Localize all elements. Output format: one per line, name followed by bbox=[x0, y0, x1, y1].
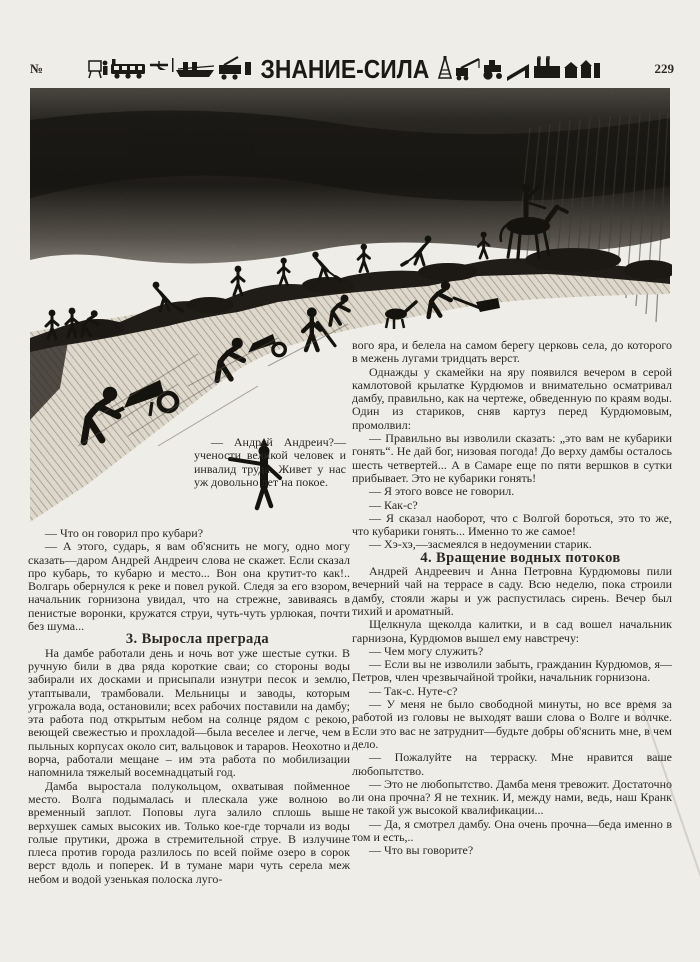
paragraph: — Андрей Андреич?—учености великой человек и инвалид труда. Живет у нас уж довольно лет на покое. bbox=[194, 435, 346, 489]
dialog-line: — Если вы не изволили забыть, гражданин Курдюмов, я—Петров, член чрезвычайной тройки, начальник горнизона. bbox=[352, 657, 672, 685]
paragraph: Однажды у скамейки на яру появился вечером в серой камлотовой крылатке Курдюмов и внимательно осматривал дамбу, правильно, как на чертеже, обведенную по краям воды. Один из стариков, сняв картуз перед Курдюмовым, промолвил: bbox=[352, 364, 672, 432]
page-number: 229 bbox=[654, 61, 674, 76]
section-heading-3: 3. Выросла преграда bbox=[125, 631, 270, 648]
industry-frieze-left-icon bbox=[88, 56, 253, 82]
paragraph: Щелкнула щеколда калитки, и в сад вошел начальник гарнизона, Курдюмов вышел ему навстречу: bbox=[352, 617, 672, 645]
dialog-line: — Как-с? bbox=[369, 497, 418, 512]
dialog-line: — Так-с. Нуте-с? bbox=[369, 683, 458, 698]
paragraph: Андрей Андреевич и Анна Петровна Курдюмовы пили вечерний чай на террасе в саду. Всю неделю, пока строили дамбу, стояли жары и уж распустилась сирень. Вечер был тихий и ароматный. bbox=[352, 564, 672, 618]
dialog-line: — У меня не было свободной минуты, но все время за работой из головы не выходят ваши слова о Волге и волчке. Если это вас не затруднит—будьте добры об'яснить мне, в чем дело. bbox=[352, 697, 672, 751]
dialog-line: — Правильно вы изволили сказать: „это вам не кубарики гонять“. Не дай бог, низовая погода! До верху дамбы осталось шесть четвертей... А в Самаре еще по пяти вершков в сутки прибывает. Это не кубарики гонять! bbox=[352, 431, 672, 485]
magazine-title: ЗНАНИЕ-СИЛА bbox=[260, 54, 430, 84]
industry-frieze-right-icon bbox=[437, 56, 602, 82]
dialog-line: — Что он говорил про кубари? bbox=[45, 526, 204, 540]
paragraph: — А этого, сударь, я вам об'яснить не могу, одно могу сказать—даром Андрей Андреич слова не скажет. Если сказал про кубарь, то кубарю и место... Вон она крутит-то как!.. Волгарь обернулся к реке и повел рукой. Следя за его взором, начальник горнизона увидал, что на стрежне, завиваясь в пенистые воронки, кружатся струи, чуть-чуть урлюкая, почти без шума... bbox=[28, 539, 350, 634]
sky-grain-texture bbox=[30, 88, 670, 264]
dialog-line: — Что вы говорите? bbox=[369, 843, 474, 858]
dialog-line: — Я сказал наоборот, что с Волгой бороться, это то же, что кубарики гонять... Именно то же самое! bbox=[352, 510, 672, 539]
issue-number-label: № bbox=[30, 61, 44, 76]
section-heading-4: 4. Вращение водных потоков bbox=[420, 549, 621, 566]
dialog-line: — Я этого вовсе не говорил. bbox=[369, 484, 515, 499]
paragraph: Дамба выростала полукольцом, охватывая пойменное место. Волга подымалась и плескала уже волною во временный заплот. Поповы луга залило сплошь выше верхушек самых высоких ив. Только кое-где торчали из воды голые прутики, дрожа в стремительной струе. В излучине плеса против города разлилось по всей пойме озеро в сорок верст вдоль и поперек. И в тумане мари чуть серела меж небом и водой узенькая полоска луго- bbox=[28, 778, 350, 886]
left-column bbox=[28, 527, 350, 886]
header-banner bbox=[43, 56, 646, 82]
dialog-line: — Чем могу служить? bbox=[369, 643, 484, 658]
right-column bbox=[352, 339, 672, 858]
caption-wrap-paragraph bbox=[194, 436, 346, 489]
paragraph: вого яра, и белела на самом берегу церковь села, до которого в межень лугами тридцать верст. bbox=[352, 338, 672, 366]
dialog-line: — Хэ-хэ,—засмеялся в недоумении старик. bbox=[369, 537, 592, 552]
dialog-line: — Это не любопытство. Дамба меня тревожит. Достаточно ли она прочна? Я не техник. И, между нами, ведь, наш Кранк не такой уж высокой квалификации... bbox=[352, 776, 672, 818]
paragraph: На дамбе работали день и ночь вот уже шестые сутки. В ручную били в два ряда короткие сваи; со стороны воды забирали их досками и присыпали изнутри песок и землю, утаптывали, трамбовали. Мельницы и заводы, которым угрожала вода, остановили; всех рабочих поставили на дамбу; эта работа под открытым небом на солнце рядом с рекою, веющей свежестью и прохладой—была веселее и легче, чем в пыльных корпусах около сит, вальцовок и тараров. Неохотно и ворча, работали мещане – им эта работа по мобилизации напомнила тяжелый восемнадцатый год. bbox=[28, 645, 350, 780]
dialog-line: — Пожалуйте на терраску. Мне нравится ваше любопытство. bbox=[352, 750, 672, 778]
dialog-line: — Да, я смотрел дамбу. Она очень прочна—беда именно в том и есть,.. bbox=[352, 816, 672, 844]
page-header bbox=[30, 52, 674, 86]
